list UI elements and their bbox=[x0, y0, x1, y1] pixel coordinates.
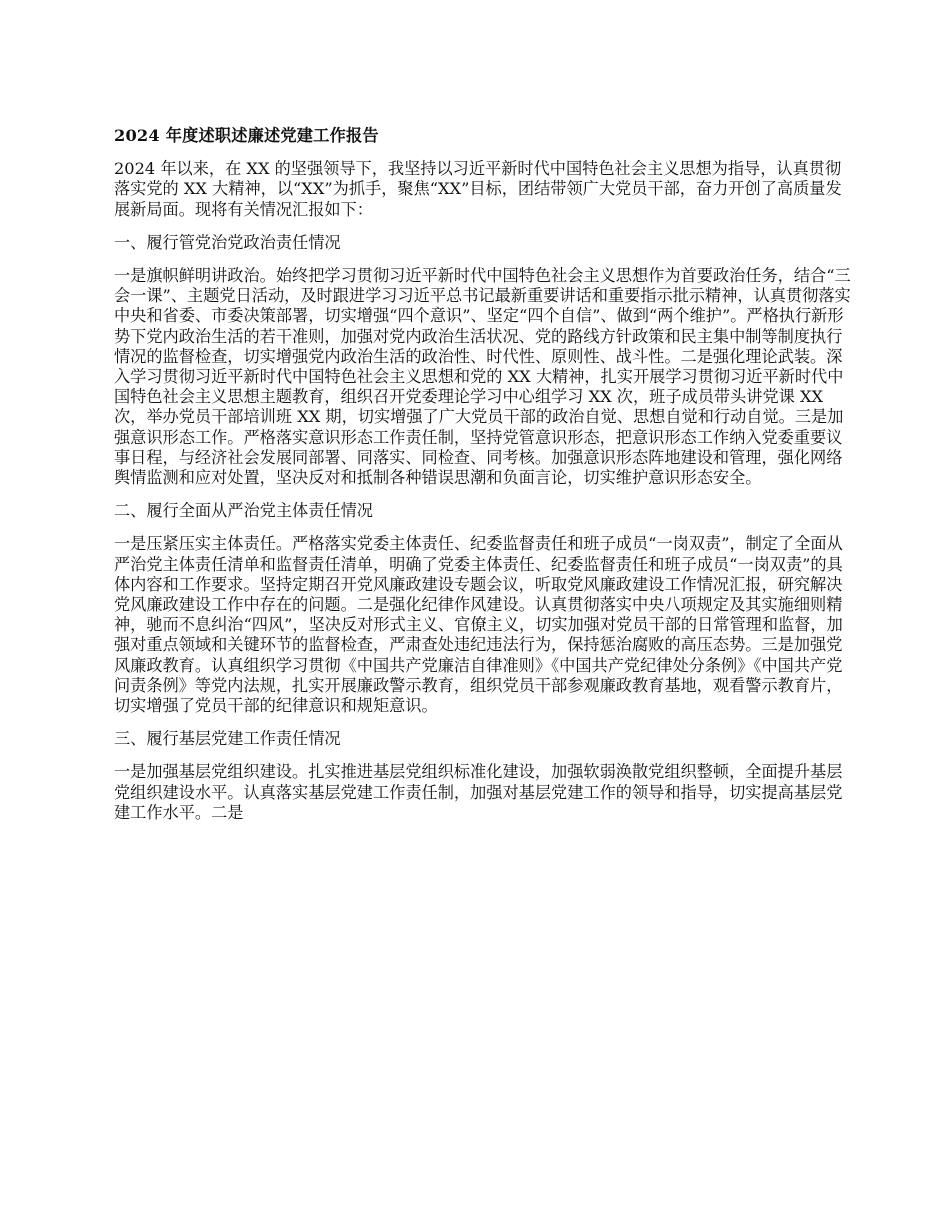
document-page bbox=[114, 126, 856, 836]
section-3-paragraph: 一是加强基层党组织建设。扎实推进基层党组织标准化建设，加强软弱涣散党组织整顿，全面提升基层党组织建设水平。认真落实基层党建工作责任制，加强对基层党建工作的领导和指导，切实提高基层党建工作水平。二是 bbox=[114, 762, 843, 822]
section-heading-2: 二、履行全面从严治党主体责任情况 bbox=[114, 501, 373, 521]
intro-paragraph: 2024 年以来，在 XX 的坚强领导下，我坚持以习近平新时代中国特色社会主义思想为指导，认真贯彻落实党的 XX 大精神，以“XX”为抓手，聚焦“XX”目标，团结带领广大党员干部，奋力开创了高质量发展新局面。现将有关情况汇报如下： bbox=[114, 159, 842, 219]
section-heading-1: 一、履行管党治党政治责任情况 bbox=[114, 232, 341, 252]
section-2-paragraph: 一是压紧压实主体责任。严格落实党委主体责任、纪委监督责任和班子成员“一岗双责”，制定了全面从严治党主体责任清单和监督责任清单，明确了党委主体责任、纪委监督责任和班子成员“一岗双责”的具体内容和工作要求。坚持定期召开党风廉政建设专题会议，听取党风廉政建设工作情况汇报，研究解决党风廉政建设工作中存在的问题。二是强化纪律作风建设。认真贯彻落实中央八项规定及其实施细则精神，驰而不息纠治“四风”，坚决反对形式主义、官僚主义，切实加强对党员干部的日常管理和监督，加强对重点领域和关键环节的监督检查，严肃查处违纪违法行为，保持惩治腐败的高压态势。三是加强党风廉政教育。认真组织学习贯彻《中国共产党廉洁自律准则》《中国共产党纪律处分条例》《中国共产党问责条例》等党内法规，扎实开展廉政警示教育，组织党员干部参观廉政教育基地，观看警示教育片，切实增强了党员干部的纪律意识和规矩意识。 bbox=[114, 534, 843, 716]
document-title: 2024 年度述职述廉述党建工作报告 bbox=[114, 126, 379, 145]
section-1-paragraph: 一是旗帜鲜明讲政治。始终把学习贯彻习近平新时代中国特色社会主义思想作为首要政治任务，结合“三会一课”、主题党日活动，及时跟进学习习近平总书记最新重要讲话和重要指示批示精神，认真贯彻落实中央和省委、市委决策部署，切实增强“四个意识”、坚定“四个自信”、做到“两个维护”。严格执行新形势下党内政治生活的若干准则，加强对党内政治生活状况、党的路线方针政策和民主集中制等制度执行情况的监督检查，切实增强党内政治生活的政治性、时代性、原则性、战斗性。二是强化理论武装。深入学习贯彻习近平新时代中国特色社会主义思想和党的 XX 大精神，扎实开展学习贯彻习近平新时代中国特色社会主义思想主题教育，组织召开党委理论学习中心组学习 XX 次，班子成员带头讲党课 XX 次，举办党员干部培训班 XX 期，切实增强了广大党员干部的政治自觉、思想自觉和行动自觉。三是加强意识形态工作。严格落实意识形态工作责任制，坚持党管意识形态，把意识形态工作纳入党委重要议事日程，与经济社会发展同部署、同落实、同检查、同考核。加强意识形态阵地建设和管理，强化网络舆情监测和应对处置，坚决反对和抵制各种错误思潮和负面言论，切实维护意识形态安全。 bbox=[114, 266, 851, 488]
section-heading-3: 三、履行基层党建工作责任情况 bbox=[114, 729, 341, 749]
